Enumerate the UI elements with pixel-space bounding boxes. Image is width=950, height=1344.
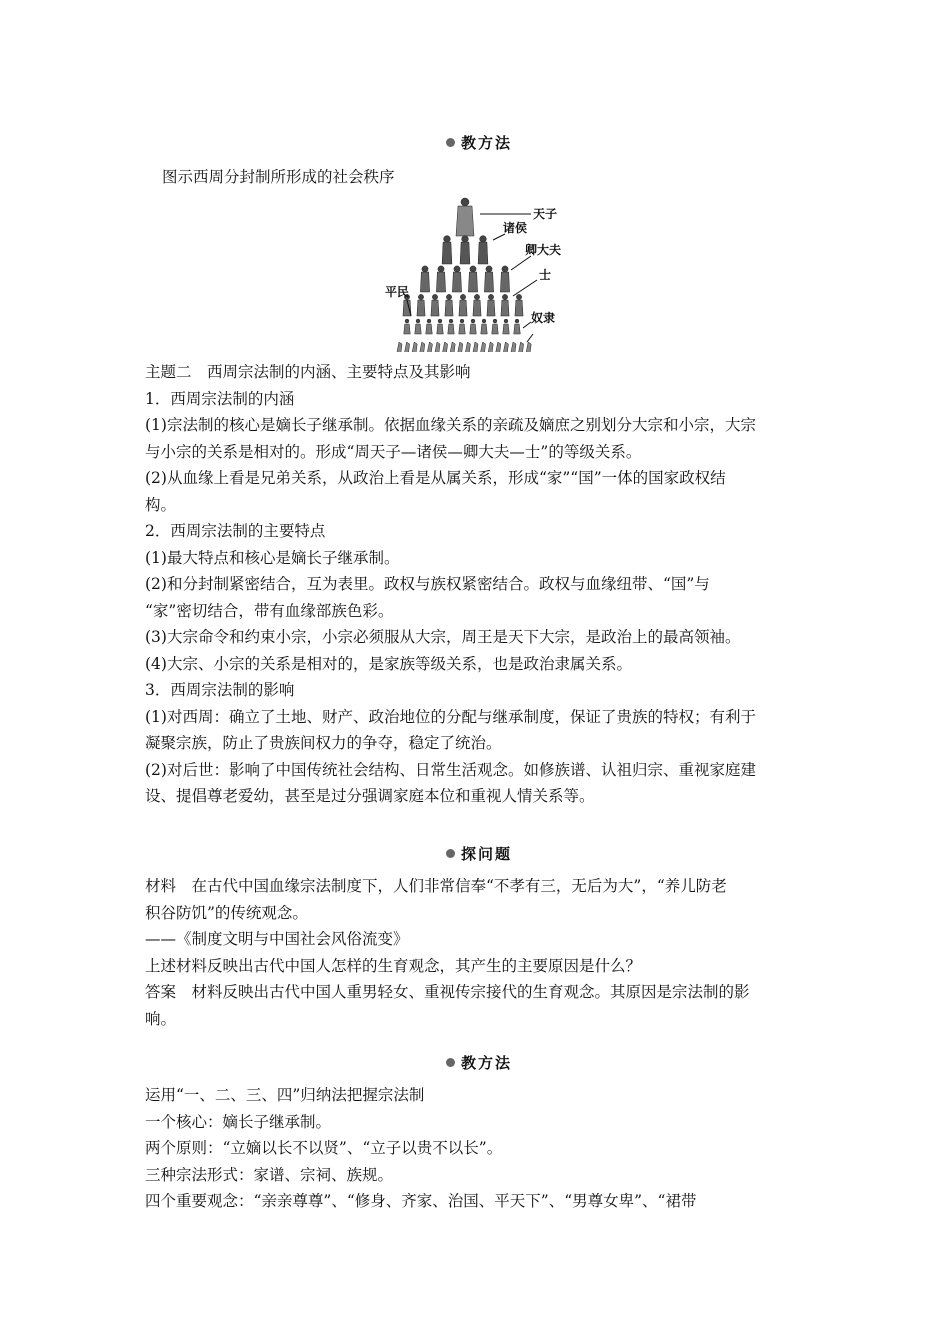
material-source: ——《制度文明与中国社会风俗流变》 [145,930,409,948]
person-icon [438,266,444,272]
person-icon [426,324,432,334]
person-icon [516,294,521,299]
person-icon [445,300,453,316]
paragraph-line: 构。 [145,495,177,514]
question-section [145,873,813,1032]
paragraph-line: (1)对西周：确立了土地、财产、政治地位的分配与继承制度，保证了贵族的特权；有利于 [145,707,756,726]
person-icon [437,324,443,334]
person-icon [482,319,486,323]
method-line: 四个重要观念：“亲亲尊尊”、“修身、齐家、治国、平天下”、“男尊女卑”、“裙带 [145,1192,697,1210]
figure-qingdafu-row [420,266,509,292]
figure-caption: 图示西周分封制所形成的社会秩序 [162,168,395,186]
person-icon [454,266,460,272]
label-nuli: 奴隶 [531,311,556,325]
topic2-heading-3: 3．西周宗法制的影响 [145,681,295,699]
person-icon [448,324,454,334]
slave-figure-icon [427,342,432,352]
person-icon [418,294,423,299]
paragraph-line: 设、提倡尊老爱幼，甚至是过分强调家庭本位和重视人情关系等。 [145,787,595,805]
material-line: 积谷防饥”的传统观念。 [145,903,308,922]
paragraph-line: (1)宗法制的核心是嫡长子继承制。依据血缘关系的亲疏及嫡庶之别划分大宗和小宗，大宗 [145,416,756,434]
person-icon [459,324,465,334]
person-icon [470,266,476,272]
person-icon [492,324,498,334]
topic2-title: 主题二 西周宗法制的内涵、主要特点及其影响 [145,363,471,381]
slave-figure-icon [405,342,410,352]
bullet-dot-icon [446,138,455,147]
person-icon [468,272,477,292]
person-icon [416,319,420,323]
person-icon [415,324,421,334]
person-icon [502,294,507,299]
question-text: 上述材料反映出古代中国人怎样的生育观念，其产生的主要原因是什么？ [145,956,642,975]
answer-line: 响。 [145,1009,177,1028]
slave-figure-icon [496,342,501,352]
slave-figure-icon [519,342,524,352]
paragraph-line: (1)最大特点和核心是嫡长子继承制。 [145,548,400,567]
person-icon [502,266,508,272]
label-pingmin: 平民 [385,285,410,299]
person-icon [474,294,479,299]
person-icon [470,324,476,334]
person-icon [438,319,442,323]
person-icon [515,300,523,316]
person-icon [460,294,465,299]
method-section [145,1082,813,1215]
person-icon [442,242,452,264]
slave-figure-icon [397,342,402,352]
person-icon [478,242,488,264]
person-icon [462,236,469,243]
person-icon [515,319,519,323]
section-heading-explore-question: 探问题 [145,843,813,864]
person-icon [436,272,445,292]
person-icon [404,324,410,334]
person-icon [431,300,439,316]
figure-nuli-row [397,342,531,352]
person-icon [486,266,492,272]
slave-figure-icon [458,342,463,352]
material-line: 材料 在古代中国血缘宗法制度下，人们非常信奉“不孝有三，无后为大”，“养儿防老 [145,877,727,895]
person-icon [444,236,451,243]
paragraph-line: (2)和分封制紧密结合，互为表里。政权与族权紧密结合。政权与血缘纽带、“国”与 [145,575,710,593]
person-icon [460,319,464,323]
paragraph-line: “家”密切结合，带有血缘部族色彩。 [145,601,394,620]
person-icon [500,272,509,292]
person-icon [488,294,493,299]
slave-figure-icon [420,342,425,352]
paragraph-line: (4)大宗、小宗的关系是相对的，是家族等级关系，也是政治隶属关系。 [145,654,632,673]
person-icon [446,294,451,299]
slave-figure-icon [481,342,486,352]
paragraph-line: 凝聚宗族，防止了贵族间权力的争夺，稳定了统治。 [145,734,502,752]
person-icon [420,272,429,292]
slave-figure-icon [443,342,448,352]
paragraph-line: (3)大宗命令和约束小宗，小宗必须服从大宗，周王是天下大宗，是政治上的最高领袖。 [145,628,741,646]
person-icon [460,242,470,264]
person-icon [405,319,409,323]
figure-zhuhou-row [442,236,488,264]
slave-figure-icon [465,342,470,352]
section-heading-teaching-method-2: 教方法 [145,1052,813,1073]
slave-figure-icon [450,342,455,352]
person-icon [501,300,509,316]
slave-figure-icon [526,342,531,352]
slave-figure-icon [412,342,417,352]
section-heading-teaching-method: 教方法 [145,132,813,153]
slave-figure-icon [503,342,508,352]
person-icon [449,319,453,323]
paragraph-line: (2)从血缘上看是兄弟关系，从政治上看是从属关系，形成“家”“国”一体的国家政权结 [145,469,726,487]
paragraph-line: (2)对后世：影响了中国传统社会结构、日常生活观念。如修族谱、认祖归宗、重视家庭建 [145,760,756,779]
person-icon [422,266,428,272]
person-icon [403,300,411,316]
method-intro: 运用“一、二、三、四”归纳法把握宗法制 [145,1086,425,1104]
slave-figure-icon [473,342,478,352]
person-icon [459,300,467,316]
method-line: 三种宗法形式：家谱、宗祠、族规。 [145,1165,394,1184]
method-line: 两个原则：“立嫡以长不以贤”、“立子以贵不以长”。 [145,1139,503,1157]
person-icon [417,300,425,316]
label-qingdafu: 卿大夫 [525,243,562,257]
topic2-heading-1: 1．西周宗法制的内涵 [145,389,295,408]
topic2-heading-2: 2．西周宗法制的主要特点 [145,522,326,540]
person-icon [487,300,495,316]
label-shi: 士 [539,268,552,282]
answer-line: 答案 材料反映出古代中国人重男轻女、重视传宗接代的生育观念。其原因是宗法制的影 [145,983,750,1001]
person-icon [484,272,493,292]
person-icon [473,300,481,316]
person-icon [452,272,461,292]
label-tianzi: 天子 [533,207,558,221]
person-icon [493,319,497,323]
person-icon [427,319,431,323]
person-icon [471,319,475,323]
topic2-section [145,359,813,810]
person-icon [503,324,509,334]
figure-tianzi-person [456,198,474,236]
person-icon [481,324,487,334]
method-line: 一个核心：嫡长子继承制。 [145,1112,332,1131]
figure-pingmin-row [404,319,520,334]
person-icon [480,236,487,243]
figure-shi-row [403,294,523,316]
bullet-dot-icon [446,849,455,858]
label-zhuhou: 诸侯 [503,221,528,235]
person-icon [504,319,508,323]
paragraph-line: 与小宗的关系是相对的。形成“周天子—诸侯—卿大夫—士”的等级关系。 [145,442,642,461]
person-icon [514,324,520,334]
person-icon [432,294,437,299]
social-hierarchy-figure [385,192,565,356]
slave-figure-icon [488,342,493,352]
bullet-dot-icon [446,1058,455,1067]
slave-figure-icon [435,342,440,352]
slave-figure-icon [511,342,516,352]
